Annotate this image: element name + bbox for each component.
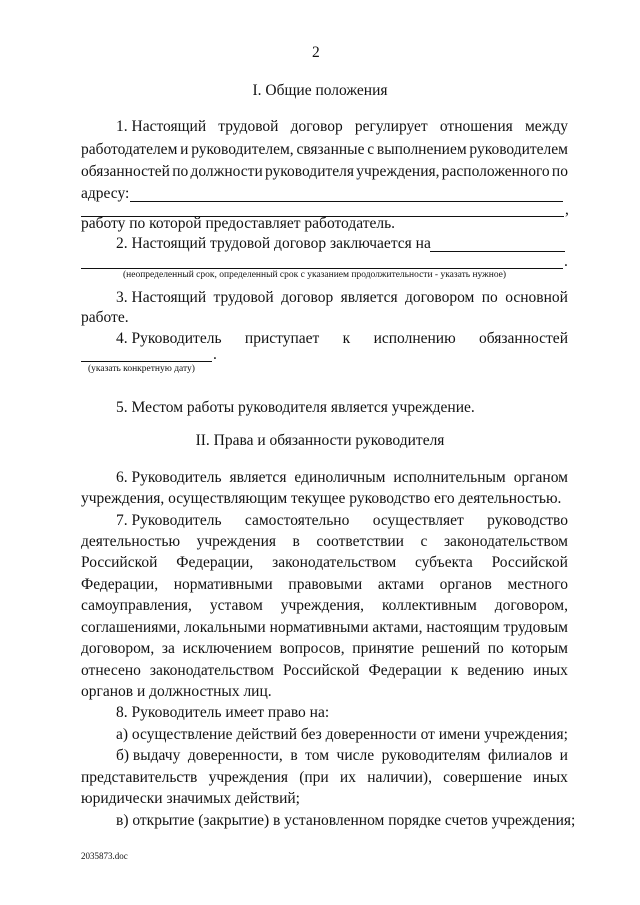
word: основной [505, 289, 568, 306]
word: руководителя [265, 163, 355, 180]
p1-line-1 [116, 116, 568, 138]
word: коллективным [381, 597, 477, 614]
word: по [551, 163, 568, 180]
word: работодателем [81, 141, 178, 158]
p3-line-1 [116, 287, 568, 309]
word: руководителям [381, 747, 481, 764]
word: между [524, 118, 568, 135]
word: местного [507, 576, 568, 593]
word: том [305, 747, 330, 764]
contract-term-blank-1 [430, 251, 565, 252]
word: связанные [296, 141, 365, 158]
word: 6. Руководитель [116, 469, 222, 486]
word: исполнительным [393, 469, 506, 486]
p8-item-a: а) осуществление действий без доверенности от имени учреждения; [116, 726, 568, 743]
word: с [420, 533, 428, 550]
word: которым [511, 640, 568, 657]
word: 4. Руководитель [116, 330, 222, 347]
p8-item-b-line-2 [81, 767, 568, 789]
p4-hint-note: (указать конкретную дату) [88, 364, 195, 374]
word: 1. Настоящий [116, 118, 207, 135]
word: (при [299, 769, 329, 786]
word: руководство [487, 512, 568, 529]
word: руководителем, [191, 141, 294, 158]
word: соглашениями, [81, 619, 181, 636]
p8-item-b-line-1 [116, 745, 568, 767]
word: наличии), [367, 769, 432, 786]
word: ведению [467, 662, 525, 679]
word: 7. Руководитель [116, 512, 222, 529]
word: по [487, 640, 504, 657]
word: и [559, 747, 568, 764]
p7-line-1 [116, 510, 568, 532]
word: филиалов [487, 747, 553, 764]
word: руководителем [469, 141, 568, 158]
word: решений [421, 640, 481, 657]
word: иных [533, 769, 568, 786]
word: договором [405, 289, 475, 306]
p1-line-6: работу по которой предоставляет работодатель. [81, 215, 396, 232]
word: трудовой [218, 118, 279, 135]
word: принятие [352, 640, 414, 657]
p7-line-4 [81, 574, 568, 596]
word: по [481, 289, 498, 306]
word: приступает [244, 330, 320, 347]
word: нормативными [173, 576, 273, 593]
section-1-heading: I. Общие положения [252, 82, 388, 99]
address-blank-line-1 [130, 201, 563, 202]
word: осуществляет [372, 512, 464, 529]
p6-line-2: учреждения, осуществляющим текущее руководство его деятельностью. [81, 490, 562, 507]
p2-hint-note: (неопределенный срок, определенный срок с указанием продолжительности - указать нужное) [123, 270, 507, 280]
word: вопросов, [279, 640, 345, 657]
word: договор [281, 289, 334, 306]
word: доверенности, [187, 747, 283, 764]
word: расположенного [441, 163, 550, 180]
word: учреждения [196, 533, 276, 550]
word: законодательством [272, 554, 397, 571]
word: за [161, 640, 175, 657]
p4-line-2-period: . [213, 346, 217, 363]
word: с [367, 141, 375, 158]
page-number: 2 [312, 44, 320, 61]
word: законодательством [149, 662, 274, 679]
word: к [342, 330, 351, 347]
p7-line-6 [81, 617, 568, 639]
word: Российской [491, 554, 568, 571]
word: 3. Настоящий [116, 289, 207, 306]
word: Российской [283, 662, 360, 679]
word: представительств [81, 769, 198, 786]
word: договором, [494, 597, 568, 614]
word: правовыми [288, 576, 363, 593]
word: отношения [439, 118, 513, 135]
p7-line-9: органов и должностных лиц. [81, 683, 272, 700]
word: обязанностей [81, 163, 170, 180]
p7-line-2 [81, 531, 568, 553]
word: в [290, 747, 298, 764]
word: самоуправления, [81, 597, 192, 614]
word: должности [190, 163, 263, 180]
word: к [450, 662, 459, 679]
p8-item-c: в) открытие (закрытие) в установленном порядке счетов учреждения; [116, 812, 576, 829]
footer-filename: 2035873.doc [81, 851, 128, 861]
p5: 5. Местом работы руководителя является учреждение. [116, 399, 475, 416]
address-label: адресу: [81, 185, 130, 202]
p1-line-3 [81, 161, 568, 183]
word: обязанностей [479, 330, 568, 347]
word: выполнением [376, 141, 467, 158]
word: органом [513, 469, 568, 486]
p7-line-3 [81, 552, 568, 574]
word: в [292, 533, 300, 550]
word: единоличным [294, 469, 386, 486]
word: иных [533, 662, 568, 679]
word: деятельностью [81, 533, 181, 550]
word: настоящим [426, 619, 500, 636]
word: органов [439, 576, 492, 593]
word: отнесено [81, 662, 141, 679]
word: актами, [372, 619, 423, 636]
address-line-2-comma: , [565, 201, 569, 218]
word: актами [377, 576, 424, 593]
p2-line-2-period: . [564, 253, 568, 270]
p6-line-1 [116, 467, 568, 489]
p7-line-8 [81, 660, 568, 682]
word: совершение [443, 769, 522, 786]
word: по [172, 163, 189, 180]
p4-line-1 [116, 328, 568, 350]
word: исключением [182, 640, 272, 657]
word: договор [290, 118, 343, 135]
p8-line-1: 8. Руководитель имеет право на: [116, 704, 330, 721]
p7-line-5 [81, 595, 568, 617]
word: законодательством [443, 533, 568, 550]
p1-line-2 [81, 139, 568, 161]
word: субъекта [414, 554, 473, 571]
p2-line-1: 2. Настоящий трудовой договор заключается на [116, 235, 431, 252]
word: Федерации, [81, 576, 159, 593]
word: учреждения, [280, 597, 364, 614]
p8-item-b-line-3: юридически значимых действий; [81, 790, 300, 807]
word: самостоятельно [244, 512, 350, 529]
word: учреждения, [356, 163, 440, 180]
word: исполнению [373, 330, 456, 347]
word: трудовым [503, 619, 568, 636]
word: нормативными [269, 619, 369, 636]
word: Федерации, [176, 554, 254, 571]
start-date-blank [81, 361, 212, 362]
word: Федерации [368, 662, 442, 679]
word: соответствии [316, 533, 404, 550]
word: учреждения [208, 769, 288, 786]
word: уставом [209, 597, 263, 614]
word: и [180, 141, 189, 158]
word: договором, [81, 640, 155, 657]
word: Российской [81, 554, 158, 571]
p3-line-2: работе. [81, 309, 129, 326]
p7-line-7 [81, 638, 568, 660]
word: является [229, 469, 287, 486]
word: трудовой [213, 289, 274, 306]
word: числе [336, 747, 375, 764]
word: является [340, 289, 398, 306]
section-2-heading: II. Права и обязанности руководителя [195, 432, 445, 449]
word: регулирует [354, 118, 428, 135]
word: их [339, 769, 356, 786]
word: локальными [184, 619, 266, 636]
word: б) выдачу [116, 747, 181, 764]
